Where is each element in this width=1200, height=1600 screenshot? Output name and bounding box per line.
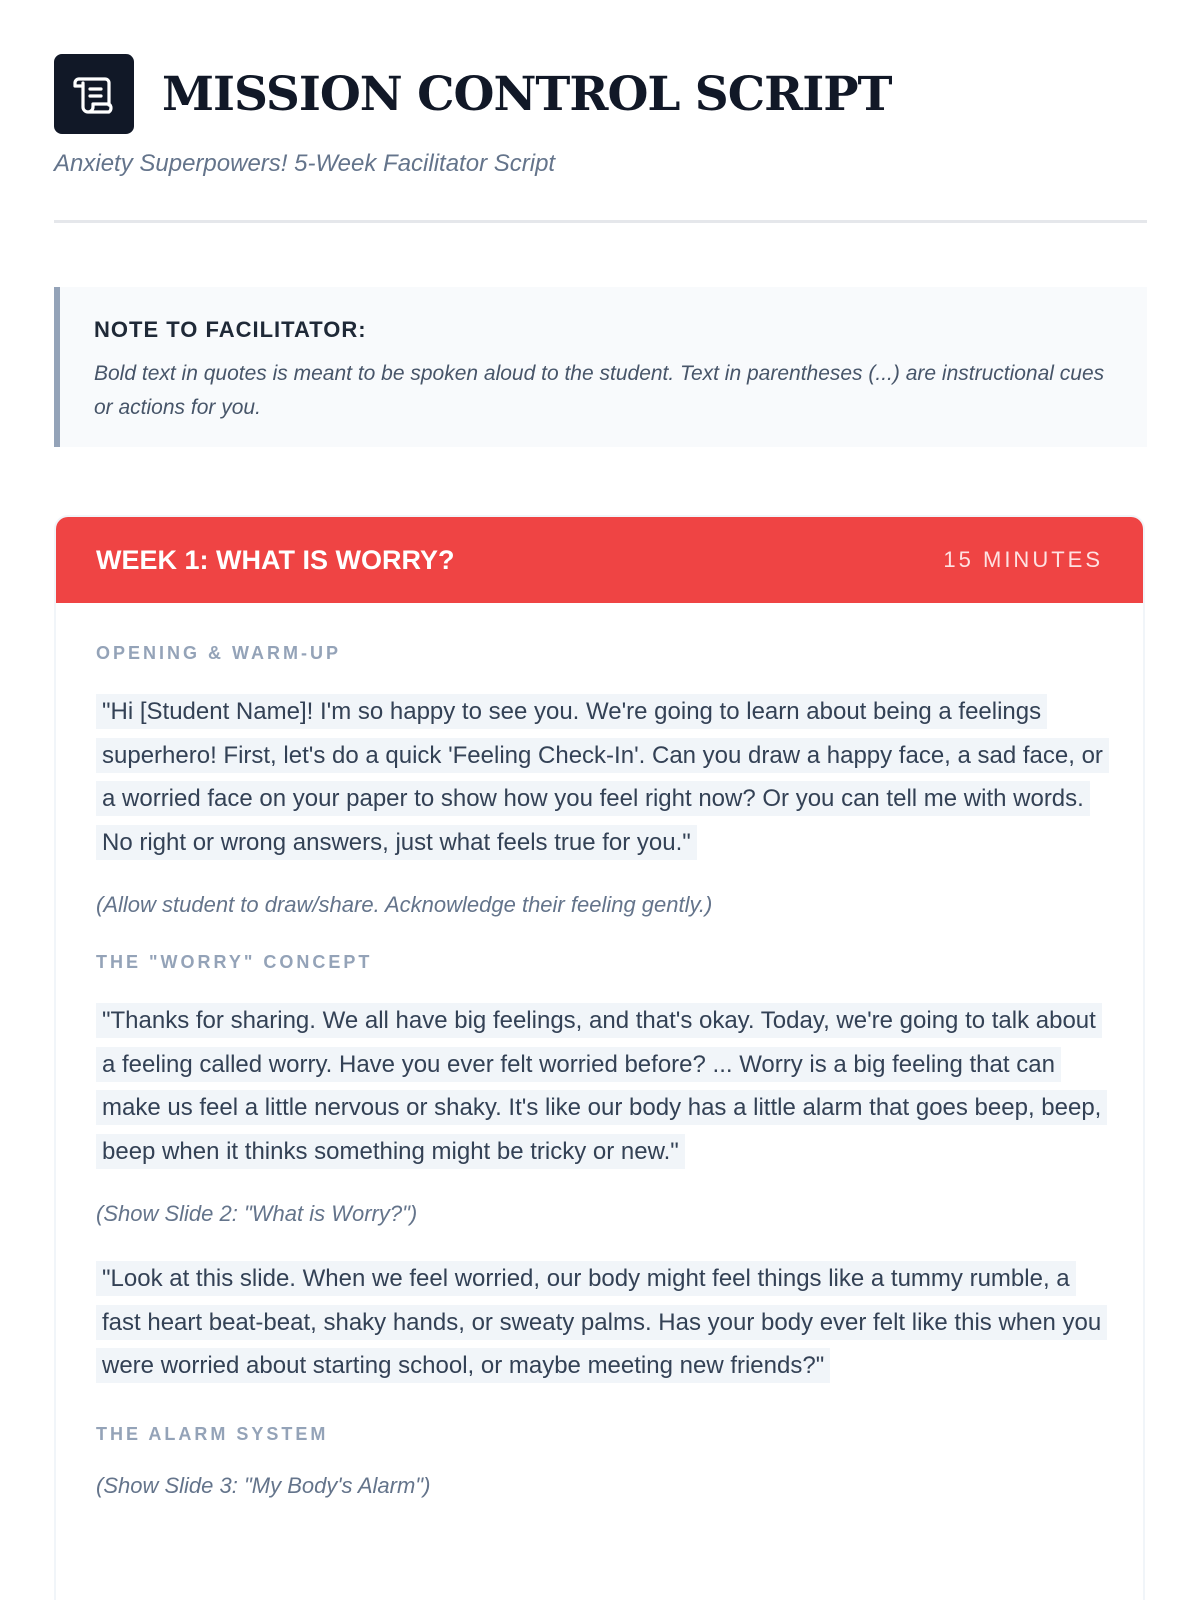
page-title: MISSION CONTROL SCRIPT xyxy=(162,66,892,122)
note-body: Bold text in quotes is meant to be spoken aloud to the student. Text in parentheses (...) are instructional cues or actions for you. xyxy=(94,362,1105,419)
facilitator-cue: (Allow student to draw/share. Acknowledge their feeling gently.) xyxy=(96,892,713,917)
spoken-script xyxy=(96,999,1103,1173)
week-1-title: WEEK 1: WHAT IS WORRY? xyxy=(96,544,455,575)
header-divider xyxy=(54,220,1147,223)
week-1-duration: 15 MINUTES xyxy=(943,547,1103,572)
spoken-text: "Hi [Student Name]! I'm so happy to see you. We're going to learn about being a feelings superhero! First, let's do a quick 'Feeling Check-In'. Can you draw a happy face, a sad face, or a worried face on your paper to show how you feel right now? Or you can tell me with words. No right or wrong answers, just what feels true for you." xyxy=(96,694,1109,860)
facilitator-note xyxy=(54,287,1147,447)
section-label-alarm-system: THE ALARM SYSTEM xyxy=(96,1423,329,1444)
week-1-card xyxy=(54,515,1145,1600)
week-1-body xyxy=(56,603,1143,1499)
section-label-worry-concept: THE "WORRY" CONCEPT xyxy=(96,952,373,972)
section-label-opening: OPENING & WARM-UP xyxy=(96,643,342,663)
spoken-text: "Thanks for sharing. We all have big feelings, and that's okay. Today, we're going to talk about a feeling called worry. Have you ever felt worried before? ... Worry is a big feeling that can make us feel a little nervous or shaky. It's like our body has a little alarm that goes beep, beep, beep when it thinks something might be tricky or new." xyxy=(96,1003,1107,1169)
page-subtitle: Anxiety Superpowers! 5-Week Facilitator Script xyxy=(54,150,556,177)
spoken-text: "Look at this slide. When we feel worried, our body might feel things like a tummy rumble, a fast heart beat-beat, shaky hands, or sweaty palms. Has your body ever felt like this when you were worried about starting school, or maybe meeting new friends?" xyxy=(96,1261,1107,1383)
facilitator-cue: (Show Slide 3: "My Body's Alarm") xyxy=(96,1472,431,1498)
page-header xyxy=(54,54,1146,134)
note-title: NOTE TO FACILITATOR: xyxy=(94,317,367,342)
spoken-script xyxy=(96,1257,1103,1388)
scroll-icon xyxy=(54,54,134,134)
spoken-script xyxy=(96,690,1103,864)
week-1-header xyxy=(56,517,1143,603)
facilitator-cue: (Show Slide 2: "What is Worry?") xyxy=(96,1201,418,1226)
